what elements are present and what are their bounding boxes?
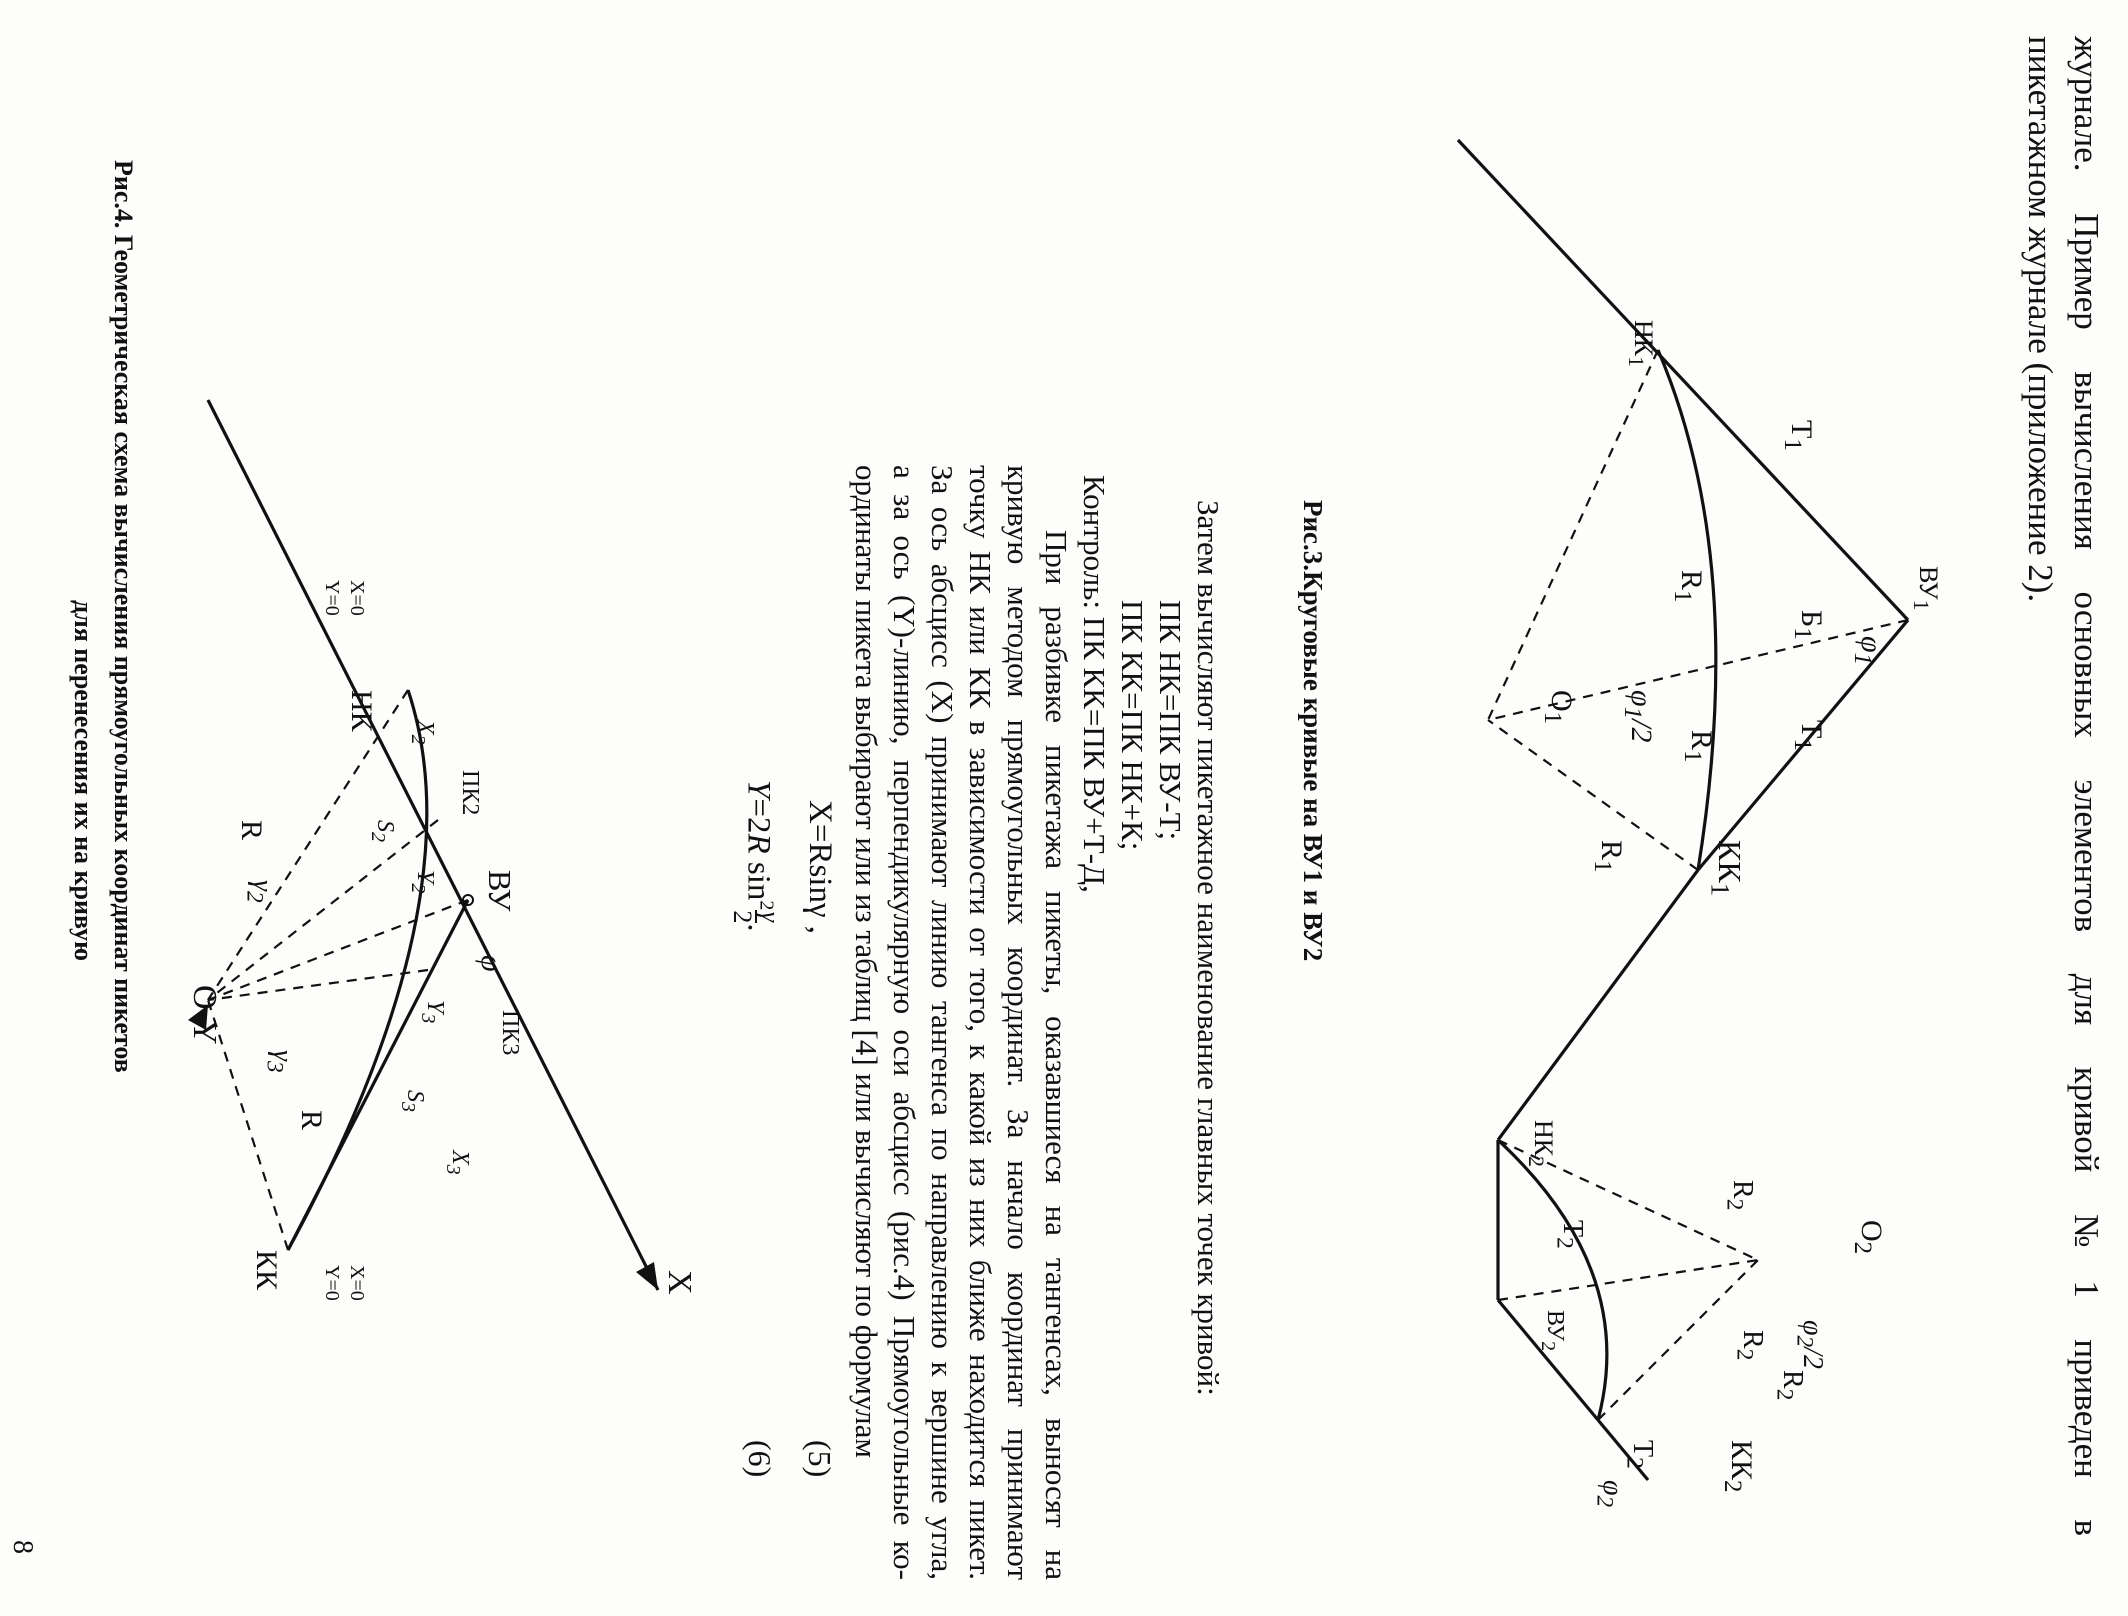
formula-5: X=Rsinγ , <box>802 800 838 935</box>
intro-line-1 <box>2066 36 2106 1536</box>
figure-3-caption: Рис.3.Круговые кривые на ВУ1 и ВУ2 <box>1298 500 1328 962</box>
label-y2: $Y_2$ <box>407 870 438 894</box>
label-y0-right: Y=0 <box>321 1265 343 1301</box>
label-phi: φ <box>475 955 508 972</box>
formula-6-r: R <box>740 833 777 854</box>
label-nk: НК <box>345 690 378 732</box>
label-r2-c: $R_2$ <box>1721 1180 1758 1211</box>
radius-o1-nk1 <box>1488 350 1658 720</box>
formula-6-fraction <box>729 910 783 923</box>
label-r1-b: $R_1$ <box>1679 730 1718 763</box>
label-r1-a: $R_1$ <box>1669 570 1708 603</box>
text-line-7-content: точку НК или КК в зависимости от того, к какой из них ближе находится пикет. <box>963 465 998 1580</box>
label-t1-bottom: $Т_1$ <box>1779 420 1818 451</box>
formula-5-number: (5) <box>802 1440 838 1478</box>
label-vu2: $ВУ_2$ <box>1537 1310 1568 1352</box>
label-phi1: $\varphi_1$ <box>1849 636 1888 666</box>
figure-4 <box>168 0 728 1616</box>
formula-6-y: Y <box>740 780 777 799</box>
text-line-7 <box>962 465 998 1580</box>
label-r2-b: $R_2$ <box>1731 1330 1768 1361</box>
label-y-axis: Y <box>186 1020 223 1045</box>
formula-6-exp: 2 <box>755 900 778 911</box>
label-y3: $Y_3$ <box>417 1000 448 1024</box>
text-line-9 <box>886 465 922 1580</box>
label-y0-left: Y=0 <box>321 580 343 616</box>
curve-1 <box>1658 350 1716 870</box>
text-line-5-content: При разбивке пикетажа пикеты, оказавшиеся на тангенсах, выносят на <box>1039 530 1074 1580</box>
figure-3-main <box>1418 0 2018 1616</box>
label-o2: $О_2$ <box>1849 1220 1888 1255</box>
text-line-10: ординаты пикета выбирают или из таблиц [4] или вычисляют по формулам <box>849 465 884 1459</box>
label-phi1-half: $\varphi_1/2$ <box>1619 690 1658 743</box>
label-vu1: $ВУ_1$ <box>1908 566 1943 611</box>
label-r-b: R <box>235 820 268 841</box>
page-number: 8 <box>7 1540 38 1554</box>
label-x-axis: X <box>661 1270 698 1295</box>
label-o1: $О_1$ <box>1539 690 1578 725</box>
line-nk1-vu1 <box>1458 140 1908 620</box>
curve-2 <box>1498 1140 1607 1420</box>
label-kk1: $КК_1$ <box>1705 840 1748 897</box>
radius-o2-vu2 <box>1498 1260 1758 1300</box>
formula-6-number: (6) <box>742 1440 778 1478</box>
label-kk: КК <box>250 1250 283 1291</box>
x-axis-line <box>208 400 658 1290</box>
text-line-2: ПК НК=ПК ВУ-Т; <box>1153 600 1188 841</box>
label-s2: $S_2$ <box>367 820 398 842</box>
label-x0-left: X=0 <box>346 580 368 616</box>
label-pk3: ПК3 <box>497 1010 523 1056</box>
formula-6-num: γ <box>756 911 785 923</box>
label-t2-bottom: $Т_2$ <box>1551 1220 1588 1249</box>
label-phi2: $\varphi_2$ <box>1591 1480 1628 1508</box>
radius-o-nk <box>208 690 408 1000</box>
formula-6-sin: sin <box>740 853 777 901</box>
text-line-8-content: За ось абсцисс (Х) принимают линию тангенса по направлению к вершине угла, <box>925 465 960 1580</box>
label-x2: $X_2$ <box>407 720 438 745</box>
text-line-6-content: кривую методом прямоугольных координат. За начало координат принимают <box>1001 465 1036 1580</box>
label-r2-a: $R_2$ <box>1771 1370 1808 1401</box>
label-r1-c: $R_1$ <box>1589 840 1628 873</box>
text-line-3: ПК КК=ПК НК+К; <box>1115 600 1150 851</box>
x-axis-arrow <box>636 1262 658 1290</box>
label-nk1: $НК_1$ <box>1623 320 1658 367</box>
label-b1: $Б_1$ <box>1789 610 1828 640</box>
intro-line-2: пикетажном журнале (приложение 2). <box>2021 36 2060 603</box>
label-x0-right: X=0 <box>346 1265 368 1301</box>
text-line-8 <box>924 465 960 1580</box>
figure-4-caption-1: Рис.4. Геометрическая схема вычисления прямоугольных координат пикетов <box>109 160 138 1073</box>
label-g3: $\gamma_3$ <box>261 1050 298 1073</box>
label-vu: ВУ <box>482 870 518 912</box>
text-line-4: Контроль: ПК КК=ПК ВУ+Т-Д, <box>1077 475 1112 893</box>
line-kk1-nk2 <box>1498 870 1698 1140</box>
formula-6: Y=2R $\sin^2$ γ 2 . <box>728 780 785 932</box>
figure-4-caption-2: для перенесения их на кривую <box>69 600 98 961</box>
text-line-1: Затем вычисляют пикетажное наименование главных точек кривой: <box>1191 500 1226 1396</box>
label-t2-top: $Т_2$ <box>1621 1440 1658 1469</box>
label-r-a: R <box>295 1110 328 1131</box>
label-t1-top: $Т_1$ <box>1789 720 1828 751</box>
label-x3: $X_3$ <box>442 1150 473 1175</box>
formula-6-den: 2 <box>728 910 757 924</box>
label-kk2: $КК_2$ <box>1719 1440 1758 1493</box>
label-pk2: ПК2 <box>457 770 483 816</box>
radius-o-vu <box>208 900 468 1000</box>
intro-text-1: журнале. Пример вычисления основных элементов для кривой №1 приведен в <box>2067 36 2106 1536</box>
text-line-9-content: а за ось (Y)-линию, перпендикулярную оси абсцисс (рис.4) Прямоугольные ко- <box>887 465 922 1580</box>
label-g2: $\gamma_2$ <box>241 880 278 903</box>
label-s3: $S_3$ <box>397 1090 428 1112</box>
circular-curve <box>288 690 427 1250</box>
text-line-5 <box>1038 530 1074 1580</box>
formula-6-eq: =2 <box>740 798 777 834</box>
label-nk2: $НК_2$ <box>1523 1120 1558 1167</box>
label-o: О <box>186 985 223 1010</box>
radius-o-pk3 <box>208 970 428 1000</box>
text-line-6 <box>1000 465 1036 1580</box>
label-phi2-half: $\varphi_2/2$ <box>1791 1320 1828 1369</box>
